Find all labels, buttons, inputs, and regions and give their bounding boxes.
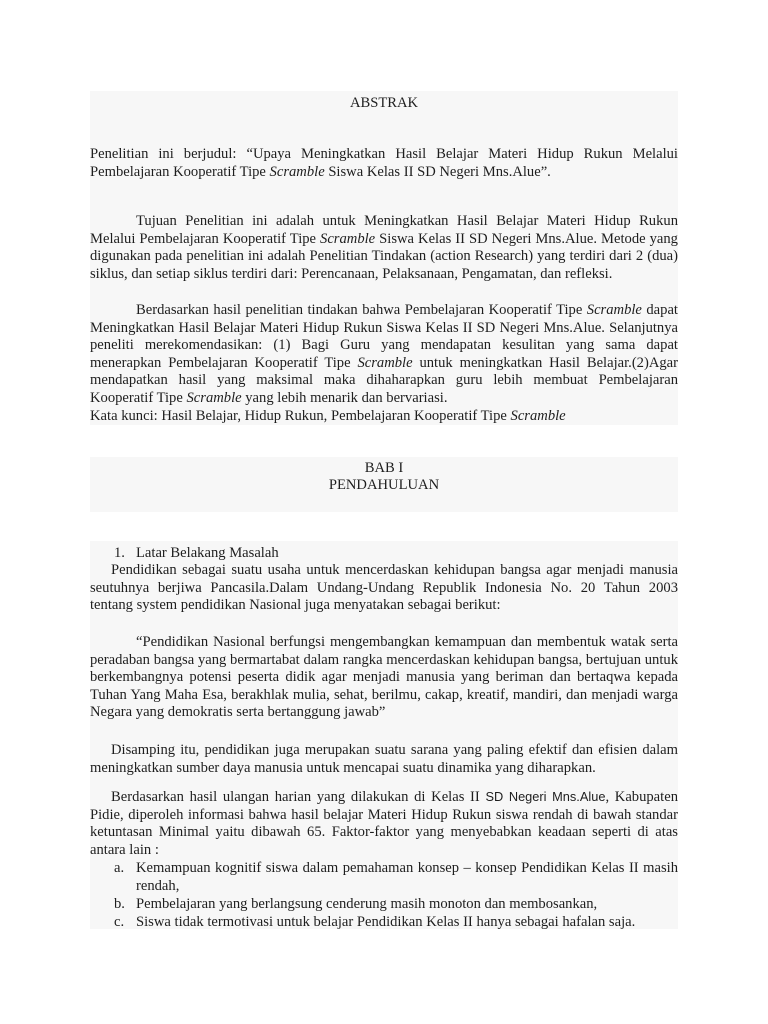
abstract-title: ABSTRAK [349,95,419,111]
list-item [90,860,678,896]
list-marker: b. [114,896,125,912]
list-item-text: Siswa tidak termotivasi untuk belajar Pendidikan Kelas II hanya sebagai hafalan saja. [136,914,636,930]
list-item-text: Pembelajaran yang berlangsung cenderung masih monoton dan membosankan, [136,896,598,912]
list-marker: c. [114,914,125,930]
chapter-number: BAB I [364,460,404,476]
list-item-text: Kemampuan kognitif siswa dalam pemahaman konsep – konsep Pendidikan Kelas II masih rendah, [136,860,678,894]
section-paragraph-1: Pendidikan sebagai suatu usaha untuk mencerdaskan kehidupan bangsa agar menjadi manusia seutuhnya berjiwa Pancasila.Dalam Undang-Undang Republik Indonesia No. 20 Tahun 2003 tentang system pendidikan Nasional juga menyatakan sebagai berikut: [90,562,678,614]
section-paragraph-3: Berdasarkan hasil ulangan harian yang dilakukan di Kelas II SD Negeri Mns.Alue, Kabupaten Pidie, diperoleh informasi bahwa hasil belajar Materi Hidup Rukun siswa rendah di bawah standar ketuntasan Minimal yaitu dibawah 65. Faktor-faktor yang menyebabkan keadaan seperti di atas antara lain : [90,789,678,858]
section-quote: “Pendidikan Nasional berfungsi mengembangkan kemampuan dan membentuk watak serta peradaban bangsa yang bermartabat dalam rangka mencerdaskan kehidupan bangsa, bertujuan untuk berkembangnya potensi peserta didik agar menjadi manusia yang beriman dan bertaqwa kepada Tuhan Yang Maha Esa, berakhlak mulia, sehat, berilmu, cakap, kreatif, mandiri, dan menjadi warga Negara yang demokratis serta bertanggung jawab” [90,634,678,721]
abstract-intro: Penelitian ini berjudul: “Upaya Meningkatkan Hasil Belajar Materi Hidup Rukun Melalui Pembelajaran Kooperatif Tipe Scramble Siswa Kelas II SD Negeri Mns.Alue”. [90,146,678,180]
list-marker: a. [114,860,125,876]
abstract-paragraph-2: Berdasarkan hasil penelitian tindakan bahwa Pembelajaran Kooperatif Tipe Scramble dapat Meningkatkan Hasil Belajar Materi Hidup Rukun Siswa Kelas II SD Negeri Mns.Alue. Selanjutnya peneliti merekomendasikan: (1) Bagi Guru yang mendapatan kesulitan yang sama dapat menerapkan Pembelajaran Kooperatif Tipe Scramble untuk meningkatkan Hasil Belajar.(2)Agar mendapatkan hasil yang maksimal maka dihaharapkan guru lebih membuat Pembelajaran Kooperatif Tipe Scramble yang lebih menarik dan bervariasi. [90,302,679,406]
section-paragraph-2: Disamping itu, pendidikan juga merupakan suatu sarana yang paling efektif dan efisien dalam meningkatkan sumber daya manusia untuk mencapai suatu dinamika yang diharapkan. [90,742,678,776]
abstract-keywords: Kata kunci: Hasil Belajar, Hidup Rukun, Pembelajaran Kooperatif Tipe Scramble [90,408,566,424]
section-heading-text: Latar Belakang Masalah [136,545,279,561]
section-number: 1. [114,545,125,561]
list-item [90,914,678,932]
chapter-title: PENDAHULUAN [328,477,440,493]
list-item [90,896,678,914]
section-heading [90,545,678,563]
abstract-paragraph-1: Tujuan Penelitian ini adalah untuk Meningkatkan Hasil Belajar Materi Hidup Rukun Melalui Pembelajaran Kooperatif Tipe Scramble Siswa Kelas II SD Negeri Mns.Alue. Metode yang digunakan pada penelitian ini adalah Penelitian Tindakan (action Research) yang terdiri dari 2 (dua) siklus, dan setiap siklus terdiri dari: Perencanaan, Pelaksanaan, Pengamatan, dan refleksi. [90,213,678,282]
